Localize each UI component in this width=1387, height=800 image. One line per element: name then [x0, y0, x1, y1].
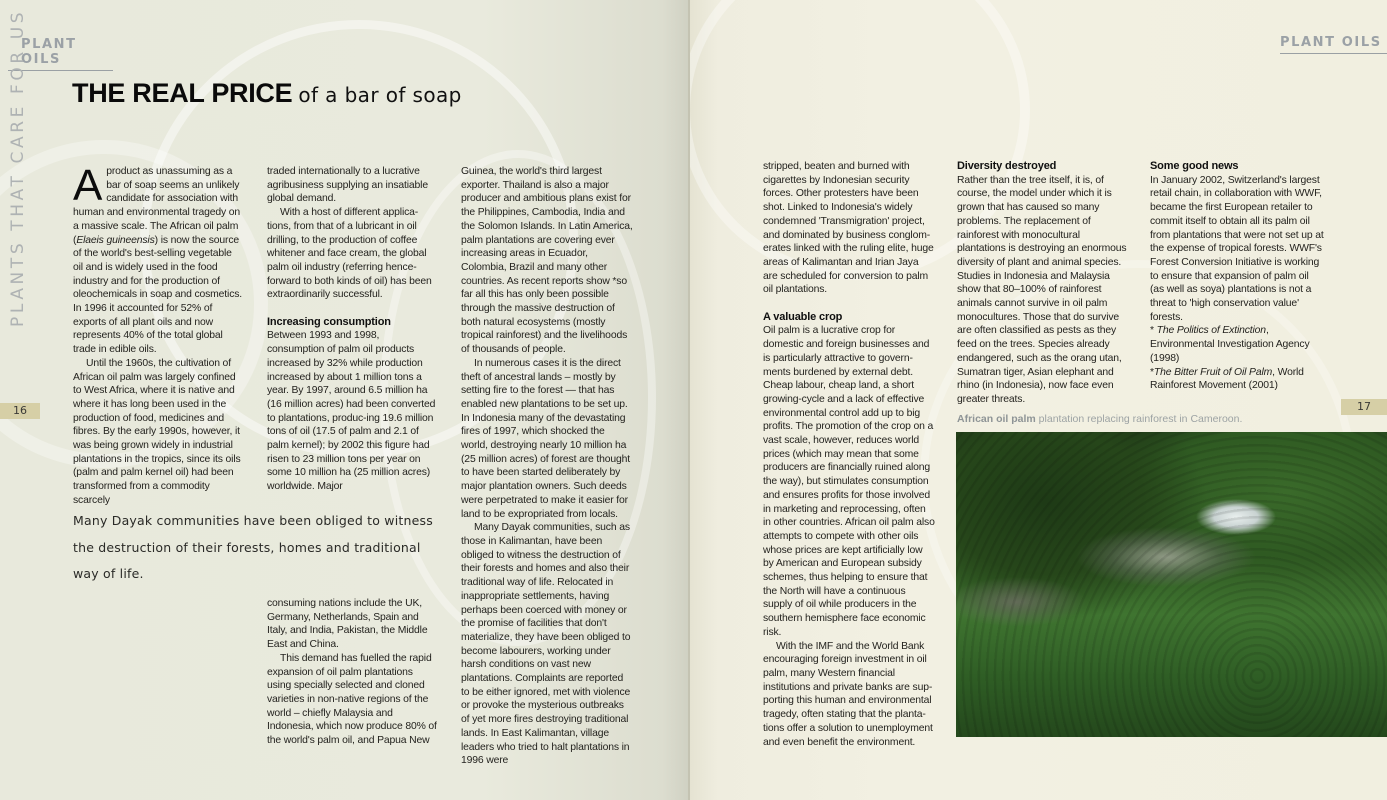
paragraph: This demand has fuelled the rapid expansion of oil palm plantations using specially selected and cloned varieties in non-native regions of the world – chiefly Malaysia and Indonesia, which now produce 80% of the world's palm oil, and Papua New [267, 652, 437, 747]
paragraph: Between 1993 and 1998, consumption of palm oil products increased by 32% while production increased by about 1 million tons a year. By 1997, around 6.5 million ha (16 million acres) had been converted to plantations, produc-ing 19.6 million tons of oil (17.5 of palm and 2.1 of palm kernel); by 2002 this figure had risen to 23 million tons per year on some 10 million ha (25 million acres) worldwide. Major [267, 330, 436, 493]
section-label: PLANT OILS [8, 37, 113, 71]
text-column-1 [73, 161, 243, 508]
caption-text: plantation replacing rainforest in Cameroon. [1035, 413, 1243, 425]
vertical-series-label: PLANTS THAT CARE FOR US [8, 8, 28, 327]
text-column-5 [957, 160, 1129, 407]
plantation-photo [956, 432, 1387, 737]
subheading-valuable-crop: A valuable crop [763, 310, 843, 323]
paragraph: With the IMF and the World Bank encouraging foreign investment in oil palm, many Western financial institutions and private banks are sup-porting this human and environmental tragedy, often stating that the planta-tions offer a solution to unemployment and even benefit the environment. [763, 640, 933, 748]
paragraph: stripped, beaten and burned with cigarettes by Indonesian security forces. Other protesters have been shot. Linked to Indonesia's widely condemned 'Transmigration' project, and dominated by business conglom-erates linked with the ruling elite, huge areas of Kalimantan and Irian Jaya are scheduled for conversion to palm oil plantations. [763, 161, 934, 296]
paragraph: In January 2002, Switzerland's largest retail chain, in collaboration with WWF, became the first European retailer to commit itself to obtain all its palm oil from plantations that were not set up at the expense of tropical forests. WWF's Forest Conversion Initiative is working to ensure that expansion of palm oil (as well as soya) plantations is not a threat to 'high conservation value' forests. [1150, 174, 1324, 323]
drop-cap: A [73, 161, 103, 210]
photo-caption [957, 413, 1242, 425]
paragraph: traded internationally to a lucrative agribusiness supplying an insatiable global demand. [267, 166, 428, 205]
section-label: PLANT OILS [1280, 35, 1387, 54]
subheading-increasing-consumption: Increasing consumption [267, 315, 391, 328]
subheading-diversity-destroyed: Diversity destroyed [957, 160, 1057, 172]
reference-title: The Politics of Extinction [1156, 325, 1266, 337]
paragraph: ) is now the source of the world's best-selling vegetable oil and is widely used in the food industry and for the production of oleochemicals in soap and cosmetics. In 1996 it accounted for 52% of exports of all plant oils and now represents 40% of the total global trade in edible oils. [73, 234, 243, 356]
text-column-3 [461, 165, 633, 768]
caption-bold: African oil palm [957, 413, 1036, 425]
paragraph: In numerous cases it is the direct theft of ancestral lands – mostly by setting fire to the forest — that has enabled new plantations to be set up. In Indonesia many of the devastating fires of 1997, which shocked the world, destroying nearly 10 million ha (25 million acres) of forest are thought to have been started deliberately by major plantation owners. Such deeds were perpetrated to make it easier for land to be expropriated from locals. [461, 357, 630, 520]
paragraph: Guinea, the world's third largest exporter. Thailand is also a major producer and ambitious plans exist for the Philippines, Cambodia, India and the Solomon Islands. In Latin America, palm plantations are covering ever increasing areas in Ecuador, Colombia, Brazil and many other countries. As recent reports show *so far all this has only been possible through the massive destruction of both natural ecosystems (mostly tropical rainforest) and the livelihoods of thousands of people. [461, 166, 633, 356]
left-page [0, 0, 690, 800]
paragraph: Until the 1960s, the cultivation of African oil palm was largely confined to West Africa, where it is native and where it has long been used in the production of food, medicines and fibres. By the early 1990s, however, it was being grown widely in industrial plantations in the tropics, since its oils (palm and palm kernel oil) had been transformed from a commodity scarcely [73, 357, 241, 506]
reference-1: * The Politics of Extinction, Environmental Investigation Agency (1998) [1150, 325, 1310, 364]
page-number: 17 [1341, 399, 1387, 415]
paragraph: consuming nations include the UK, Germany, Netherlands, Spain and Italy, and India, Pakistan, the Middle East and China. [267, 598, 428, 651]
paragraph: Many Dayak communities, such as those in Kalimantan, have been obliged to witness the destruction of their forests and homes and also their traditional way of life. Relocated in inappropriate settlements, having perhaps been coerced with money or the promise of facilities that don't materialize, they have been obliged to become labourers, working under harsh conditions on vast new plantations. Complaints are reported to be either ignored, met with violence or provoke the mysterious outbreaks of yet more fires destroying traditional lands. In East Kalimantan, village leaders who tried to halt plantations in 1996 were [461, 522, 631, 767]
paragraph: product as unassuming as a bar of soap seems an unlikely candidate for association with human and environmental tragedy on a massive scale. The African oil palm ( [73, 166, 241, 246]
text-column-2-continued [267, 597, 439, 748]
paragraph: Rather than the tree itself, it is, of course, the model under which it is grown that has caused so many problems. The replacement of rainforest with monocultural plantations is destroying an enormous diversity of plant and animal species. Studies in Indonesia and Malaysia show that 80–100% of rainforest animals cannot survive in oil palm monocultures. Those that do survive are often classified as pests as they feed on the trees. Species already endangered, such as the orang utan, Sumatran tiger, Asian elephant and rhino (in Indonesia), now face even greater threats. [957, 174, 1127, 405]
page-number: 16 [0, 403, 40, 419]
text-column-2 [267, 165, 439, 494]
subheading-some-good-news: Some good news [1150, 160, 1239, 172]
species-name: Elaeis guineensis [76, 234, 155, 246]
title-main: THE REAL PRICE [72, 78, 293, 108]
paragraph: With a host of different applica-tions, from that of a lubricant in oil drilling, to the production of coffee whitener and face cream, the global palm oil industry (referring hence-forward to both kinds of oil) has been extraordinarily successful. [267, 207, 432, 301]
pull-quote: Many Dayak communities have been obliged to witness the destruction of their forests, homes and traditional way of life. [73, 513, 433, 581]
reference-2: *The Bitter Fruit of Oil Palm, World Rainforest Movement (2001) [1150, 366, 1304, 392]
text-column-4 [763, 160, 935, 749]
text-column-6 [1150, 160, 1325, 393]
reference-title: The Bitter Fruit of Oil Palm [1153, 366, 1273, 378]
title-subtitle: of a bar of soap [298, 83, 462, 107]
paragraph: Oil palm is a lucrative crop for domestic and foreign businesses and is particularly attractive to govern-ments burdened by external debt. Cheap labour, cheap land, a short growing-cycle and a lack of effective environmental control add up to big profits. The promotion of the crop on a vast scale, however, reduces world prices (which may mean that some producers are financially ruined along the way), but stimulates consumption and ensures profits for those involved in marketing and reprocessing, often in other countries. African oil palm also attempts to compete with other oils whose prices are kept artificially low by American and European subsidy schemes, thus helping to ensure that the North will have a continuous supply of oil while producers in the southern hemisphere face economic risk. [763, 325, 935, 638]
article-title [72, 78, 462, 109]
